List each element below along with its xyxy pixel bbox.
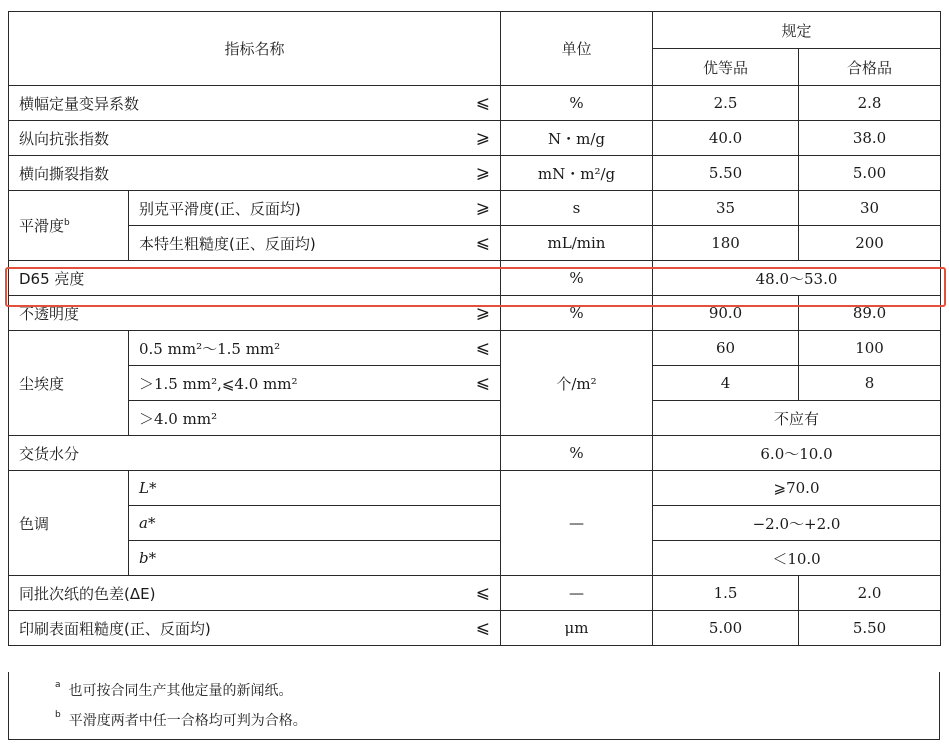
dirt-r3-range: ＞4.0 mm² — [129, 401, 501, 436]
footnote-a-mark: a — [55, 680, 61, 691]
bekk-superior: 35 — [653, 191, 799, 226]
row-dirt-1 — [9, 331, 941, 366]
opacity-unit: % — [501, 296, 653, 331]
tear-cmp: ⩾ — [449, 156, 501, 191]
bendtsen-name: 本特生粗糙度(正、反面均) — [129, 226, 449, 261]
dirt-r2-cmp: ⩽ — [449, 366, 501, 401]
header-row — [9, 12, 941, 49]
color-name: 色调 — [9, 471, 129, 576]
print-rough-unit: μm — [501, 611, 653, 646]
color-L-label: L* — [129, 471, 501, 506]
opacity-name: 不透明度 — [9, 296, 449, 331]
dirt-r1-range: 0.5 mm²～1.5 mm² — [129, 331, 449, 366]
delta-e-qualified: 2.0 — [799, 576, 941, 611]
smooth-footnote-mark: b — [64, 218, 70, 228]
tear-superior: 5.50 — [653, 156, 799, 191]
color-a-value: −2.0～+2.0 — [653, 506, 941, 541]
delta-e-cmp: ⩽ — [449, 576, 501, 611]
dirt-r1-cmp: ⩽ — [449, 331, 501, 366]
dirt-r1-qualified: 100 — [799, 331, 941, 366]
dirt-r2-range: ＞1.5 mm²,⩽4.0 mm² — [129, 366, 449, 401]
delta-e-name: 同批次纸的色差(ΔE) — [9, 576, 449, 611]
row-delta-e — [9, 576, 941, 611]
cv-unit: % — [501, 86, 653, 121]
moisture-value: 6.0～10.0 — [653, 436, 941, 471]
tear-unit: mN・m²/g — [501, 156, 653, 191]
cv-qualified: 2.8 — [799, 86, 941, 121]
row-tensile — [9, 121, 941, 156]
opacity-qualified: 89.0 — [799, 296, 941, 331]
dirt-r2-qualified: 8 — [799, 366, 941, 401]
opacity-cmp: ⩾ — [449, 296, 501, 331]
smooth-name: 平滑度$^b$ — [9, 191, 129, 261]
row-moisture — [9, 436, 941, 471]
row-dirt-3 — [9, 401, 941, 436]
tensile-superior: 40.0 — [653, 121, 799, 156]
footnote-a — [55, 680, 293, 700]
tensile-cmp: ⩾ — [449, 121, 501, 156]
row-color-L — [9, 471, 941, 506]
row-color-b — [9, 541, 941, 576]
moisture-unit: % — [501, 436, 653, 471]
bendtsen-qualified: 200 — [799, 226, 941, 261]
bekk-name: 别克平滑度(正、反面均) — [129, 191, 449, 226]
d65-unit: % — [501, 261, 653, 296]
print-rough-cmp: ⩽ — [449, 611, 501, 646]
print-rough-name: 印刷表面粗糙度(正、反面均) — [9, 611, 449, 646]
bendtsen-unit: mL/min — [501, 226, 653, 261]
cv-name: 横幅定量变异系数 — [9, 86, 449, 121]
delta-e-unit: — — [501, 576, 653, 611]
cv-cmp: ⩽ — [449, 86, 501, 121]
print-rough-qualified: 5.50 — [799, 611, 941, 646]
moisture-name: 交货水分 — [9, 436, 501, 471]
cv-superior: 2.5 — [653, 86, 799, 121]
header-unit: 单位 — [501, 12, 653, 86]
opacity-superior: 90.0 — [653, 296, 799, 331]
spec-table — [8, 11, 941, 646]
header-indicator: 指标名称 — [9, 12, 501, 86]
header-grade-qualified: 合格品 — [799, 49, 941, 86]
row-d65 — [9, 261, 941, 296]
color-a-label: a* — [129, 506, 501, 541]
bendtsen-superior: 180 — [653, 226, 799, 261]
tensile-unit: N・m/g — [501, 121, 653, 156]
color-unit: — — [501, 471, 653, 576]
footnotes — [8, 672, 940, 740]
color-b-label: b* — [129, 541, 501, 576]
bekk-unit: s — [501, 191, 653, 226]
d65-name: D65 亮度 — [9, 261, 501, 296]
tensile-name: 纵向抗张指数 — [9, 121, 449, 156]
dirt-name: 尘埃度 — [9, 331, 129, 436]
footnote-a-text: 也可按合同生产其他定量的新闻纸。 — [68, 683, 293, 699]
footnote-b-mark: b — [55, 710, 61, 721]
footnote-b — [55, 710, 307, 730]
color-L-value: ⩾70.0 — [653, 471, 941, 506]
row-print-rough — [9, 611, 941, 646]
tensile-qualified: 38.0 — [799, 121, 941, 156]
footnote-b-text: 平滑度两者中任一合格均可判为合格。 — [68, 713, 307, 729]
row-cv — [9, 86, 941, 121]
delta-e-superior: 1.5 — [653, 576, 799, 611]
dirt-r1-superior: 60 — [653, 331, 799, 366]
print-rough-superior: 5.00 — [653, 611, 799, 646]
row-smooth-bekk — [9, 191, 941, 226]
row-dirt-2 — [9, 366, 941, 401]
bekk-cmp: ⩾ — [449, 191, 501, 226]
dirt-unit: 个/m² — [501, 331, 653, 436]
tear-qualified: 5.00 — [799, 156, 941, 191]
dirt-r3-value: 不应有 — [653, 401, 941, 436]
tear-name: 横向撕裂指数 — [9, 156, 449, 191]
bekk-qualified: 30 — [799, 191, 941, 226]
row-tear — [9, 156, 941, 191]
row-opacity — [9, 296, 941, 331]
color-b-value: ＜10.0 — [653, 541, 941, 576]
bendtsen-cmp: ⩽ — [449, 226, 501, 261]
row-smooth-bendtsen — [9, 226, 941, 261]
header-requirement: 规定 — [653, 12, 941, 49]
dirt-r2-superior: 4 — [653, 366, 799, 401]
row-color-a — [9, 506, 941, 541]
d65-value: 48.0～53.0 — [653, 261, 941, 296]
header-grade-superior: 优等品 — [653, 49, 799, 86]
